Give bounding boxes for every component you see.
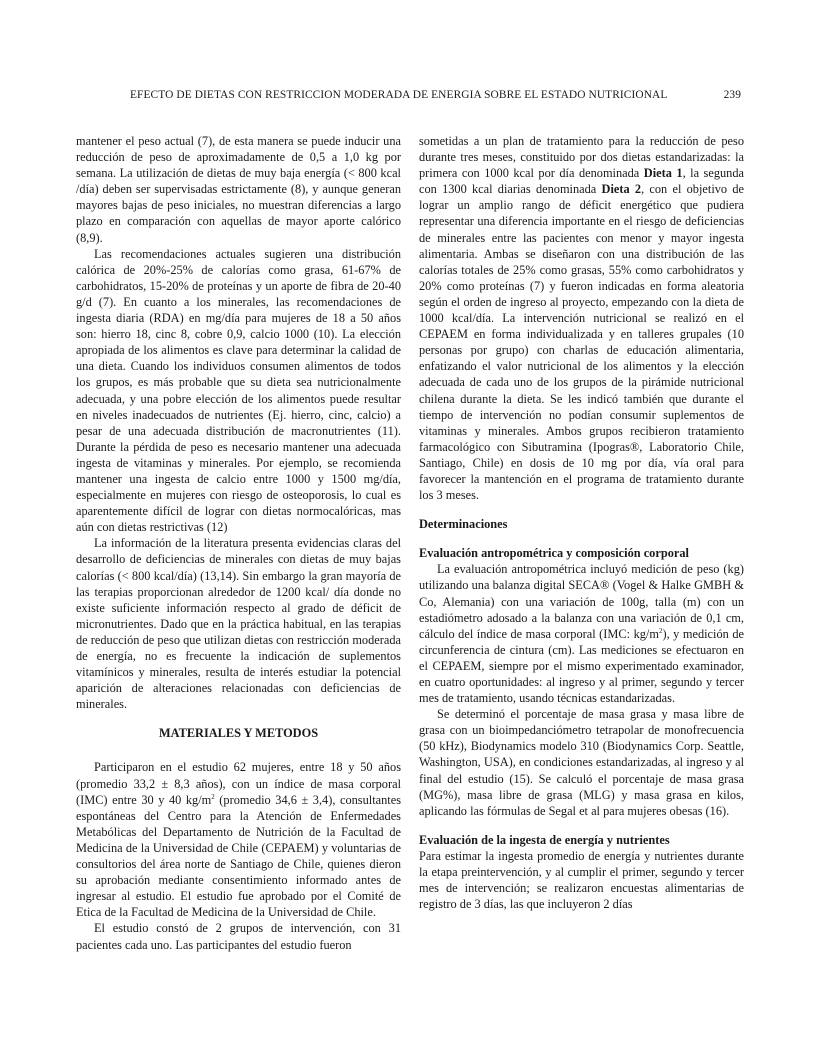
paragraph: Participaron en el estudio 62 mujeres, entre 18 y 50 años (promedio 33,2 ± 8,3 años), con un índice de masa corporal (IMC) entre 30 y 40 $kg/m^2$ (promedio 34,6 ± 3,4), consultantes espontáneas del Centro para la Atención de Enfermedades Metabólicas del Departamento de Nutrición de la Facultad de Medicina de la Universidad de Chile (CEPAEM) y voluntarias de consultorios del área norte de Santiago de Chile, quienes dieron su aprobación mediante consentimiento informado antes de ingresar al estudio. El estudio fue aprobado por el Comité de Etica de la Facultad de Medicina de la Universidad de Chile.	[76, 760, 401, 920]
running-header-title: EFECTO DE DIETAS CON RESTRICCION MODERADA DE ENERGIA SOBRE EL ESTADO NUTRICIONAL	[130, 89, 668, 101]
left-column	[76, 133, 401, 953]
section-heading: MATERIALES Y METODOS	[158, 726, 319, 741]
right-column	[419, 133, 744, 912]
paragraph: Se determinó el porcentaje de masa grasa y masa libre de grasa con un bioimpedanciómetro tetrapolar de monofrecuencia (50 kHz), Biodynamics modelo 310 (Biodynamics Corp. Seattle, Washington, USA), en condiciones estandarizadas, al ingreso y al final del estudio (15). Se calculó el porcentaje de masa grasa (MG%), masa libre de grasa (MLG) y masa grasa en kilos, aplicando las fórmulas de Segal et al para mujeres obesas (16).	[419, 707, 744, 818]
paragraph: Para estimar la ingesta promedio de energía y nutrientes durante la etapa preintervención, y al cumplir el primer, segundo y tercer mes de intervención; se realizaron encuestas alimentarias de registro de 3 días, las que incluyeron 2 días	[419, 848, 744, 912]
paragraph: mantener el peso actual (7), de esta manera se puede inducir una reducción de peso de aproximadamente de 0,5 a 1,0 kg por semana. La utilización de dietas de muy baja energía (< 800 kcal /día) deben ser supervisadas estrictamente (8), y aunque generan mayores bajas de peso iniciales, no muestran diferencias a largo plazo en comparación con aquellas de mayor aporte calórico (8,9).	[76, 134, 401, 245]
subsection-heading: Evaluación de la ingesta de energía y nutrientes	[419, 832, 670, 847]
subsection-heading: Evaluación antropométrica y composición corporal	[419, 546, 689, 561]
paragraph: Las recomendaciones actuales sugieren una distribución calórica de 20%-25% de calorías como grasa, 61-67% de carbohidratos, 15-20% de proteínas y un aporte de fibra de 20-40 g/d (7). En cuanto a los minerales, las recomendaciones de ingesta diaria (RDA) en mg/día para mujeres de 18 a 50 años son: hierro 18, cinc 8, cobre 0,9, calcio 1000 (10). La elección apropiada de los alimentos es clave para determinar la calidad de una dieta. Cuando los individuos consumen alimentos de todos los grupos, es más probable que su dieta sea nutricionalmente adecuada, y una pobre elección de los alimentos puede resultar en niveles inadecuados de nutrientes (Ej. hierro, cinc, calcio) a pesar de una adecuada distribución de macronutrientes (11). Durante la pérdida de peso es necesario mantener una adecuada ingesta de vitaminas y minerales. Por ejemplo, se recomienda mantener una ingesta de calcio entre 1000 y 1500 mg/día, especialmente en mujeres con riesgo de osteoporosis, lo cual es aparentemente difícil de lograr con dietas normocalóricas, mas aún con dietas restrictivas (12)	[76, 246, 401, 535]
subsection-heading: Determinaciones	[419, 517, 508, 532]
paragraph: sometidas a un plan de tratamiento para la reducción de peso durante tres meses, constituido por dos dietas estandarizadas: la primera con 1000 kcal por día denominada Dieta 1, la segunda con 1300 kcal diarias denominada Dieta 2, con el objetivo de lograr un amplio rango de déficit energético que pudiera representar una diferencia importante en el riesgo de deficiencias de minerales entre las pacientes con menor y mayor ingesta alimentaria. Ambas se diseñaron con una distribución de las calorías totales de 25% como grasas, 55% como carbohidratos y 20% como proteínas (7) y fueron indicadas en forma aleatoria según el orden de ingreso al proyecto, empezando con la dieta de 1000 kcal/día. La intervención nutricional se realizó en el CEPAEM en forma individualizada y en talleres grupales (10 personas por grupo) con charlas de educación alimentaria, enfatizando el valor nutricional de los alimentos y la elección adecuada de cada uno de los grupos de la pirámide nutricional chilena durante la dieta. Se les indicó también que durante el tiempo de intervención no podían consumir suplementos de vitaminas y minerales. Ambos grupos recibieron tratamiento farmacológico con Sibutramina (Ipogras®, Laboratorio Chile, Santiago, Chile) en dosis de 10 mg por día, vía oral para favorecer la mantención en el programa de tratamiento durante los 3 meses.	[419, 134, 744, 503]
running-header	[76, 89, 741, 105]
paragraph: La evaluación antropométrica incluyó medición de peso (kg) utilizando una balanza digital SECA® (Vogel & Halke GMBH & Co, Alemania) con una variación de 100g, talla (m) con un estadiómetro adosado a la balanza con una variación de 0,1 cm, cálculo del índice de masa corporal (IMC: $kg/m^2$), y medición de circunferencia de cintura (cm). Las mediciones se efectuaron en el CEPAEM, siempre por el mismo experimentado examinador, en cuatro oportunidades: al ingreso y al primer, segundo y tercer mes de tratamiento, usando técnicas estandarizadas.	[419, 562, 744, 706]
page-number: 239	[723, 89, 741, 101]
paragraph: El estudio constó de 2 grupos de intervención, con 31 pacientes cada uno. Las participantes del estudio fueron	[76, 921, 401, 952]
paragraph: La información de la literatura presenta evidencias claras del desarrollo de deficiencias de minerales con dietas de muy bajas calorías (< 800 kcal/día) (13,14). Sin embargo la gran mayoría de las terapias proporcionan alrededor de 1200 kcal/ día donde no existe suficiente información respecto al grado de déficit de micronutrientes. Dado que en la práctica habitual, en las terapias de reducción de peso que utilizan dietas con restricción moderada de energía, no es frecuente la indicación de suplementos vitamínicos y minerales, resulta de interés estudiar la potencial aparición de alteraciones relacionadas con deficiencias de minerales.	[76, 536, 401, 712]
